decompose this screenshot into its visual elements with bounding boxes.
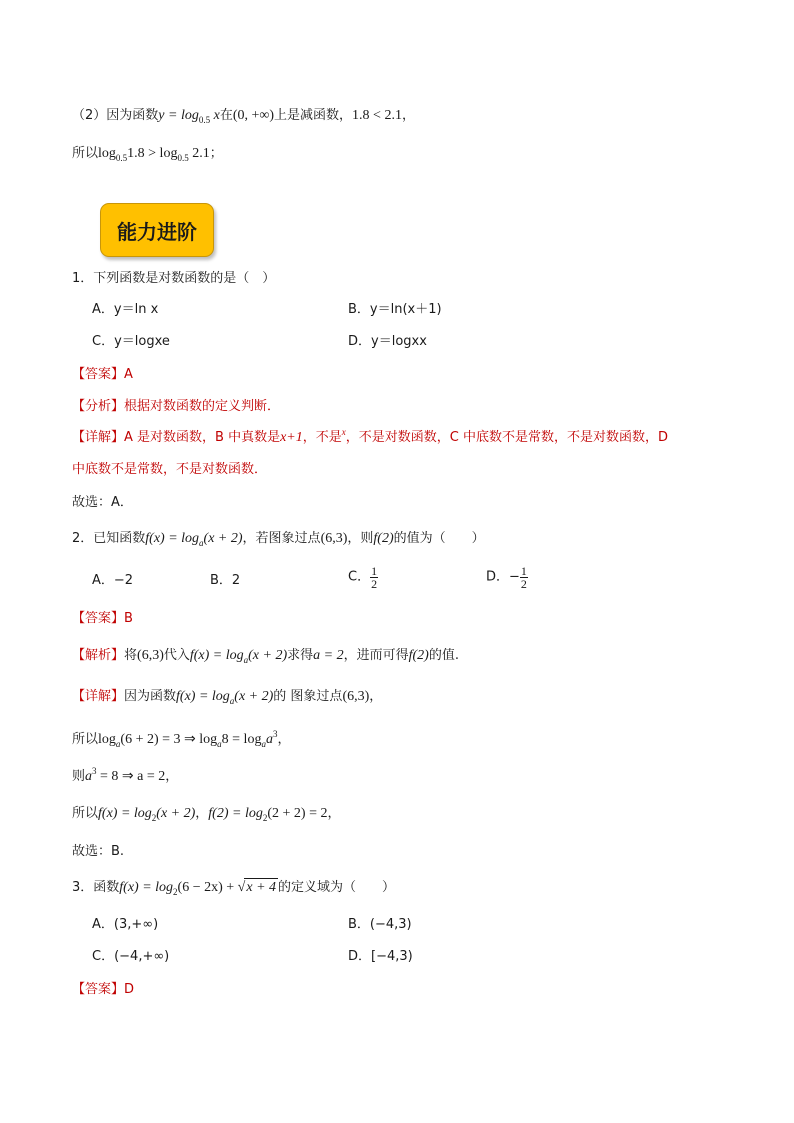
q2-option-d: D．− $\frac{1}{2}$ [486, 564, 527, 591]
q2-option-a: A．−2 [92, 573, 134, 588]
part2-conclusion: 所以$\log_{0.5}1.8 > \log_{0.5} 2.1$； [72, 146, 223, 163]
part2-interval: (0, +∞) [232, 108, 275, 123]
q3-answer: 【答案】D [72, 982, 135, 997]
answer-tag: 【答案】 [72, 367, 125, 382]
q2-step3: 所以$f(x) = \log_2(x + 2)$，$f(2) = \log_2(2 + 2) = 2$， [72, 806, 341, 823]
q3-option-c: C．(−4,+∞) [92, 949, 170, 964]
q1-option-a: A．y＝ln x [92, 302, 159, 317]
q1-detail-line2: 中底数不是常数，不是对数函数． [72, 462, 268, 477]
q3-option-d: D．[−4,3) [348, 949, 413, 964]
q3-option-b: B．(−4,3) [348, 917, 412, 932]
jiexi-tag: 【解析】 [72, 648, 125, 663]
detail-tag: 【详解】 [72, 689, 125, 704]
part2-func: y = log [158, 108, 199, 123]
sqrt-sign: √ [237, 880, 246, 895]
analysis-tag: 【分析】 [72, 399, 125, 414]
q2-step2: 则$a^3 = 8$ ⇒ a = 2， [72, 766, 179, 784]
answer-tag: 【答案】 [72, 982, 125, 997]
q1-choose: 故选：A． [72, 495, 133, 510]
sqrt-radicand: x + 4 [246, 880, 277, 895]
q2-stem: 2．已知函数$f(x) = \log_a(x + 2)$，若图象过点(6,3)，则f(2)的值为（ ） [72, 531, 485, 548]
detail-tag: 【详解】 [72, 430, 125, 445]
q1-option-d: D．y＝logxx [348, 334, 427, 349]
fraction: $\frac{1}{2}$ [371, 564, 378, 591]
q1-analysis: 【分析】根据对数函数的定义判断． [72, 399, 281, 414]
q1-stem: 1．下列函数是对数函数的是（ ） [72, 271, 276, 286]
q2-step1: 所以$\log_a(6 + 2) = 3$ ⇒ $\log_a8 = \log_aa^3$， [72, 729, 291, 749]
q3-option-a: A．(3,+∞) [92, 917, 159, 932]
q1-detail-line1: 【详解】A 是对数函数，B 中真数是x+1，不是$^x$，不是对数函数，C 中底数不是常数，不是对数函数，D [72, 427, 669, 445]
q2-detail: 【详解】因为函数$f(x) = \log_a(x + 2)$的 图象过点(6,3)， [72, 689, 383, 706]
q2-jiexi: 【解析】将(6,3)代入$f(x) = \log_a(x + 2)$求得a = 2，进而可得f(2)的值. [72, 648, 459, 665]
answer-tag: 【答案】 [72, 611, 125, 626]
q2-answer: 【答案】B [72, 611, 133, 626]
q1-answer: 【答案】A [72, 367, 133, 382]
q3-stem: 3．函数$f(x) = \log_2(6 - 2x) + √x + 4$ 的定义域为（ ） [72, 880, 396, 897]
part2-line: （2）因为函数$y = \log_{0.5} x$在(0, +∞)上是减函数，1.8 < 2.1， [72, 108, 415, 125]
fraction: $\frac{1}{2}$ [520, 564, 527, 591]
q2-option-b: B．2 [210, 573, 241, 588]
q2-choose: 故选：B. [72, 844, 125, 859]
section-badge: 能力进阶 [100, 203, 214, 257]
q1-option-b: B．y＝ln(x＋1) [348, 302, 442, 317]
q2-option-c: C． $\frac{1}{2}$ [348, 564, 378, 591]
q1-option-c: C．y＝logxe [92, 334, 170, 349]
